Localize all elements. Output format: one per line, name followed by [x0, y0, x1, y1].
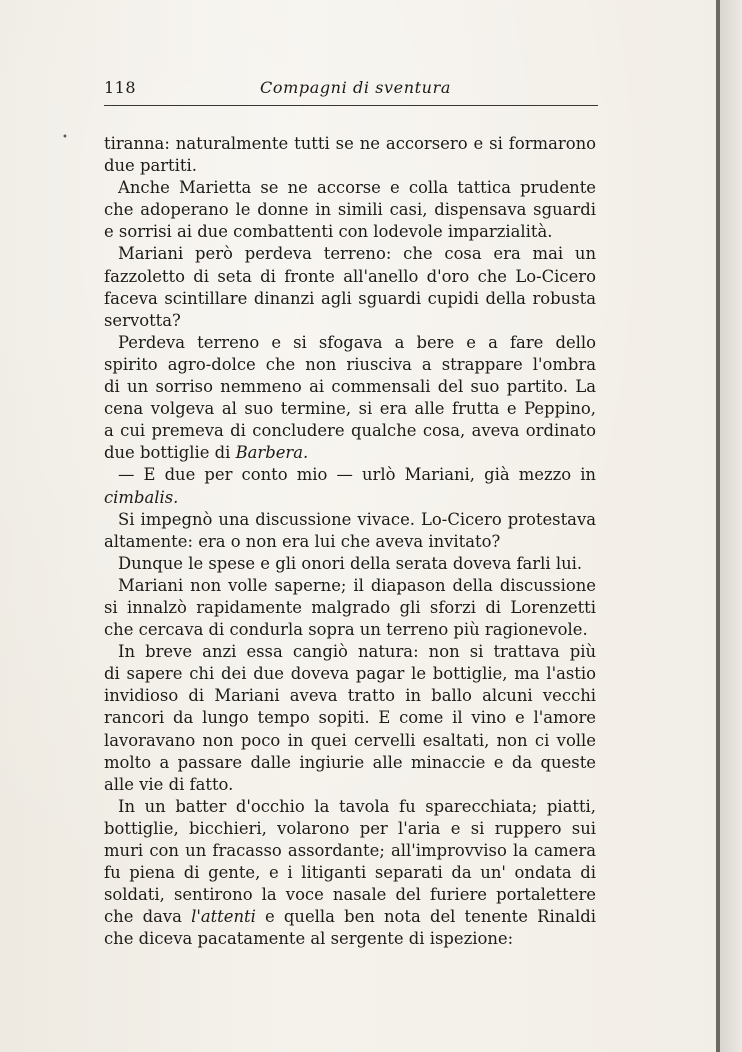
text-line: che adoperano le donne in simili casi, dispensava sguardi [104, 200, 596, 220]
text-line: Si impegnò una discussione vivace. Lo-Cicero protestava [118, 509, 596, 529]
text-line: invidioso di Mariani aveva tratto in ballo alcuni vecchi [104, 686, 596, 706]
text-line: fu piena di gente, e i litiganti separati da un' ondata di [104, 863, 596, 883]
text-line: di un sorriso nemmeno ai commensali del suo partito. La [104, 377, 596, 397]
text-line: muri con un fracasso assordante; all'improvviso la camera [104, 841, 596, 860]
text-line: cena volgeva al suo termine, si era alle frutta e Peppino, [104, 399, 596, 419]
text-line: cimbalis. [104, 487, 179, 507]
text-line: Mariani non volle saperne; il diapason della discussione [118, 575, 596, 595]
text-line: — E due per conto mio — urlò Mariani, già mezzo in [118, 465, 596, 485]
text-line: tiranna: naturalmente tutti se ne accorsero e si formarono [104, 134, 596, 153]
page-number: 118 [104, 78, 137, 97]
text-line: Anche Marietta se ne accorse e colla tattica prudente [118, 178, 596, 198]
text-line: e sorrisi ai due combattenti con lodevole imparzialità. [104, 222, 553, 242]
text-line: Mariani però perdeva terreno: che cosa era mai un [118, 244, 596, 264]
text-line: che dava l'attenti e quella ben nota del tenente Rinaldi [104, 907, 596, 927]
text-line: Dunque le spese e gli onori della serata doveva farli lui. [118, 553, 583, 573]
text-line: faceva scintillare dinanzi agli sguardi cupidi della robusta [104, 288, 596, 308]
text-line: di sapere chi dei due doveva pagar le bottiglie, ma l'astio [104, 664, 596, 684]
body-text [104, 133, 596, 950]
text-line: servotta? [104, 310, 181, 330]
text-line: altamente: era o non era lui che aveva invitato? [104, 531, 501, 551]
text-line: a cui premeva di concludere qualche cosa, aveva ordinato [104, 421, 596, 441]
text-line: soldati, sentirono la voce nasale del furiere portalettere [104, 885, 596, 905]
text-line: rancori da lungo tempo sopiti. E come il vino e l'amore [104, 708, 596, 728]
text-line: che cercava di condurla sopra un terreno più ragionevole. [104, 620, 588, 640]
text-line: fazzoletto di seta di fronte all'anello d'oro che Lo-Cicero [104, 266, 596, 286]
header-rule [104, 105, 598, 106]
page-gutter-line [716, 0, 720, 1052]
text-line: In un batter d'occhio la tavola fu sparecchiata; piatti, [118, 796, 596, 816]
text-line: bottiglie, bicchieri, volarono per l'aria e si ruppero sui [104, 818, 596, 838]
text-line: che diceva pacatamente al sergente di ispezione: [104, 929, 514, 949]
margin-mark: • [62, 132, 68, 143]
text-line: In breve anzi essa cangiò natura: non si trattava più [118, 642, 596, 662]
running-title: Compagni di sventura [260, 78, 451, 97]
text-line: alle vie di fatto. [104, 774, 234, 794]
text-line: spirito agro-dolce che non riusciva a strappare l'ombra [104, 354, 596, 374]
text-line: si innalzò rapidamente malgrado gli sforzi di Lorenzetti [104, 597, 596, 617]
text-line: lavoravano non poco in quei cervelli esaltati, non ci volle [104, 730, 596, 750]
text-line: Perdeva terreno e si sfogava a bere e a fare dello [118, 332, 596, 352]
running-header [104, 78, 598, 108]
page-edge [720, 0, 742, 1052]
text-line: due partiti. [104, 156, 197, 176]
text-line: due bottiglie di Barbera. [104, 443, 309, 463]
text-line: molto a passare dalle ingiurie alle minaccie e da queste [104, 752, 596, 772]
